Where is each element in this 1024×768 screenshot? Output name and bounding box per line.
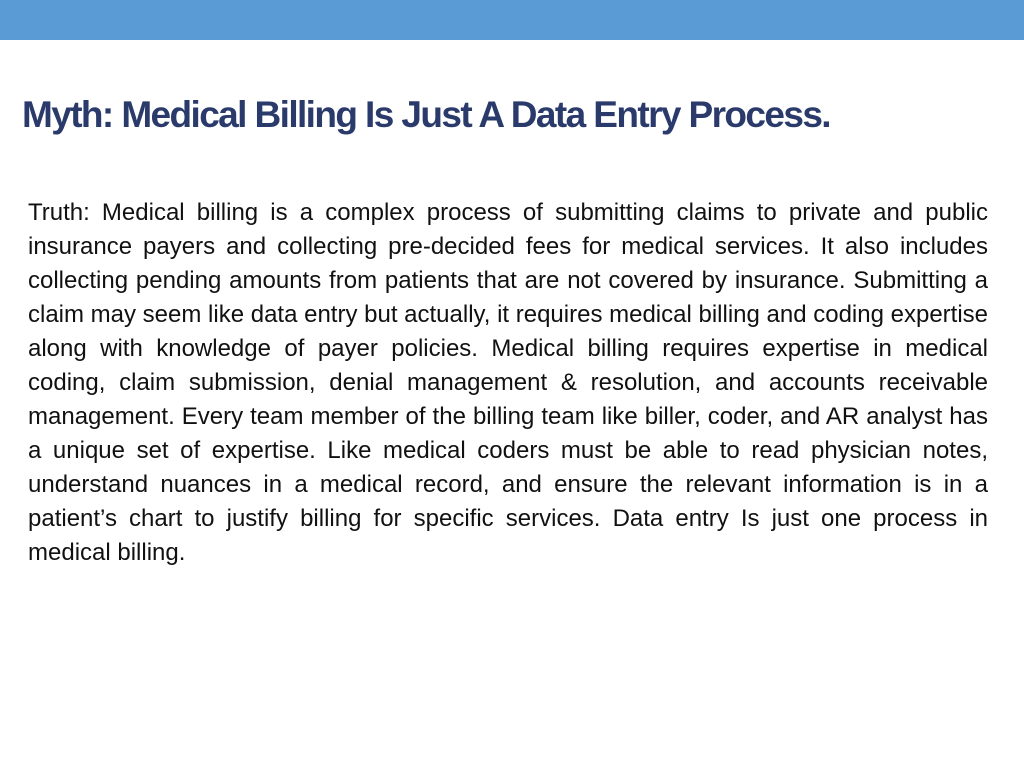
slide-title: Myth: Medical Billing Is Just A Data Entry Process. (22, 94, 830, 135)
top-accent-bar (0, 0, 1024, 40)
slide-body-text: Truth: Medical billing is a complex process of submitting claims to private and public insurance payers and collecting pre-decided fees for medical services. It also includes collecting pending amounts from patients that are not covered by insurance. Submitting a claim may seem like data entry but actually, it requires medical billing and coding expertise along with knowledge of payer policies. Medical billing requires expertise in medical coding, claim submission, denial management & resolution, and accounts receivable management. Every team member of the billing team like biller, coder, and AR analyst has a unique set of expertise. Like medical coders must be able to read physician notes, understand nuances in a medical record, and ensure the relevant information is in a patient’s chart to justify billing for specific services. Data entry Is just one process in medical billing. (28, 199, 989, 566)
